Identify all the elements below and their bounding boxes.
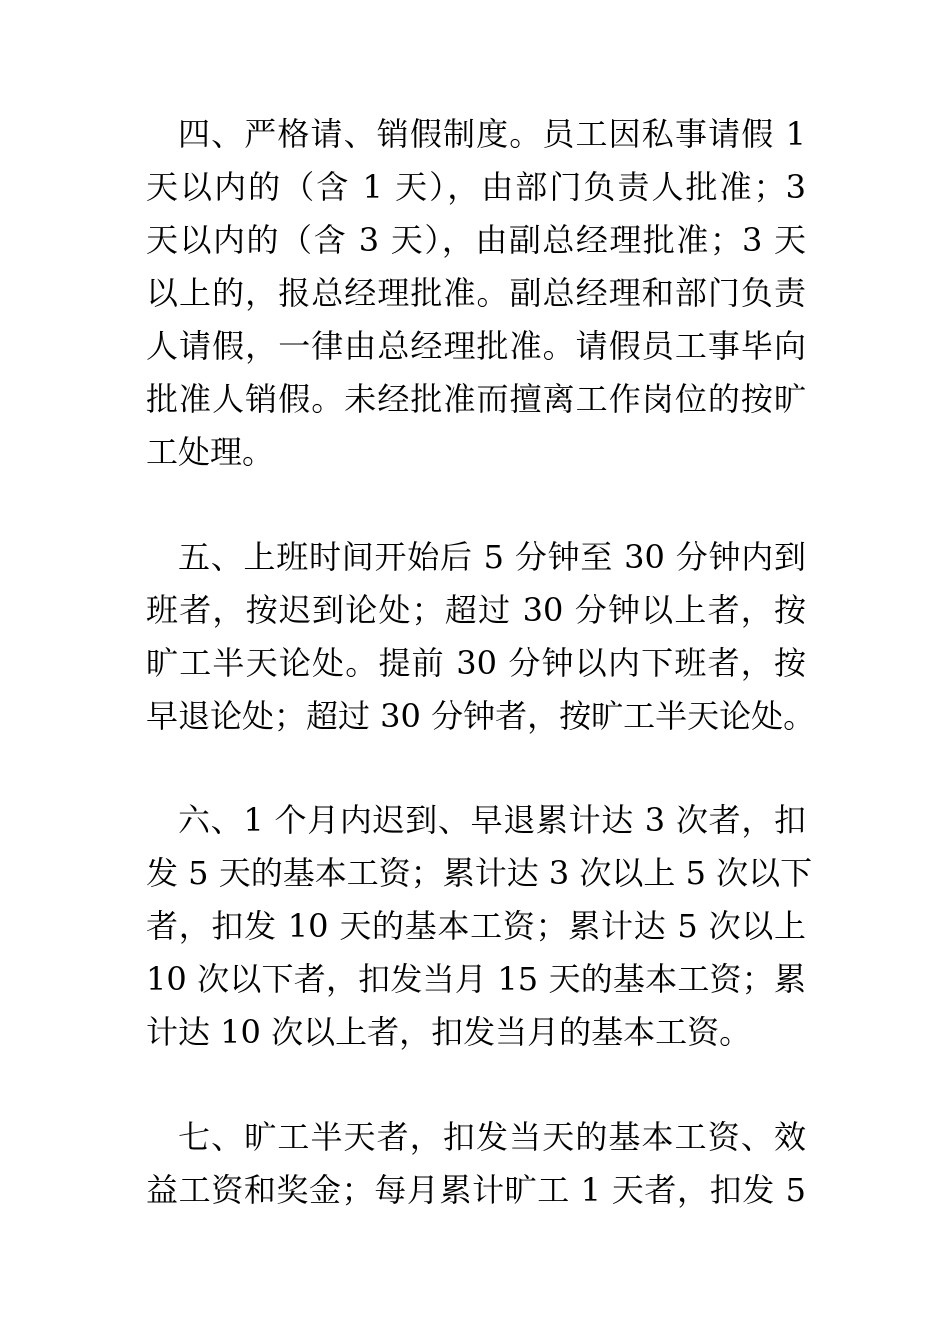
- paragraph-7-line-2: 益工资和奖金；每月累计旷工 1 天者，扣发 5: [146, 1171, 806, 1209]
- paragraph-6-line-4: 10 次以下者，扣发当月 15 天的基本工资；累: [146, 960, 806, 998]
- paragraph-4-line-5: 人请假，一律由总经理批准。请假员工事毕向: [146, 327, 806, 365]
- paragraph-6-line-1: 六、1 个月内迟到、早退累计达 3 次者，扣: [178, 801, 806, 839]
- paragraph-5-line-2: 班者，按迟到论处；超过 30 分钟以上者，按: [146, 591, 806, 629]
- paragraph-5-line-1: 五、上班时间开始后 5 分钟至 30 分钟内到: [178, 538, 806, 576]
- paragraph-5-line-3: 旷工半天论处。提前 30 分钟以内下班者，按: [146, 644, 806, 682]
- paragraph-4-line-4: 以上的，报总经理批准。副总经理和部门负责: [146, 274, 806, 312]
- paragraph-4-line-3: 天以内的（含 3 天），由副总经理批准；3 天: [146, 221, 806, 259]
- paragraph-4-line-1: 四、严格请、销假制度。员工因私事请假 1: [178, 115, 806, 153]
- paragraph-4-line-6: 批准人销假。未经批准而擅离工作岗位的按旷: [146, 380, 806, 418]
- paragraph-4-line-7: 工处理。: [146, 433, 275, 471]
- paragraph-6-line-5: 计达 10 次以上者，扣发当月的基本工资。: [146, 1013, 752, 1051]
- paragraph-7-line-1: 七、旷工半天者，扣发当天的基本工资、效: [178, 1118, 806, 1156]
- paragraph-5-line-4: 早退论处；超过 30 分钟者，按旷工半天论处。: [146, 697, 816, 735]
- paragraph-4-line-2: 天以内的（含 1 天），由部门负责人批准；3: [146, 168, 806, 206]
- paragraph-6-line-2: 发 5 天的基本工资；累计达 3 次以上 5 次以下: [146, 854, 813, 892]
- paragraph-6-line-3: 者，扣发 10 天的基本工资；累计达 5 次以上: [146, 907, 806, 945]
